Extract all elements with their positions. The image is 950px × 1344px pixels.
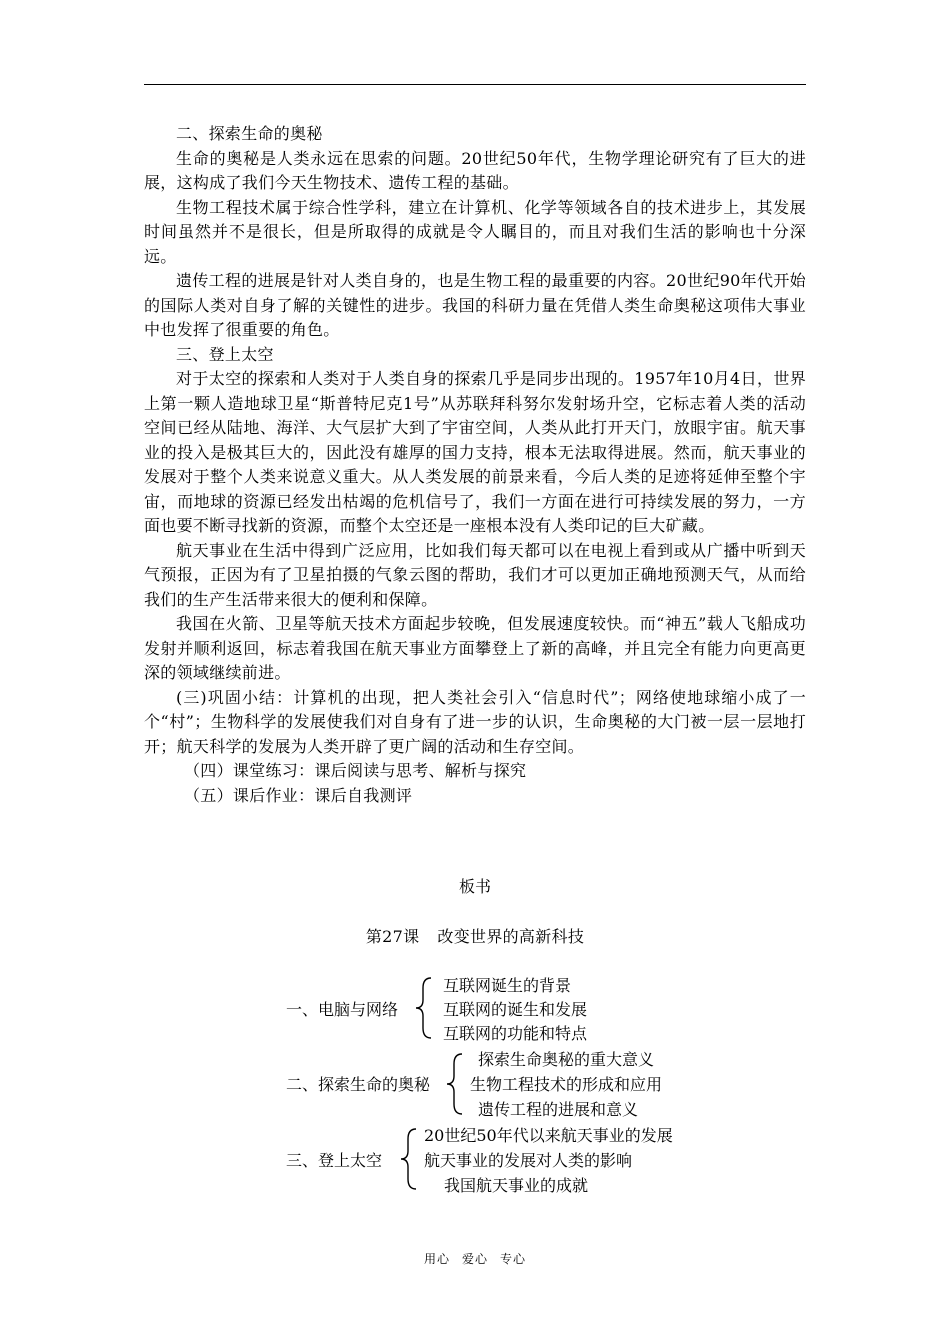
paragraph: 航天事业在生活中得到广泛应用，比如我们每天都可以在电视上看到或从广播中听到天气预报，正因为有了卫星拍摄的气象云图的帮助，我们才可以更加正确地预测天气，从而给我们的生产生活带来很大的便利和保障。: [144, 540, 806, 609]
paragraph: 生物工程技术属于综合性学科，建立在计算机、化学等领域各自的技术进步上，其发展时间虽然并不是很长，但是所取得的成就是令人瞩目的，而且对我们生活的影响也十分深远。: [144, 197, 806, 266]
outline-item: 互联网的功能和特点: [443, 1024, 588, 1043]
outline-item: 互联网的诞生和发展: [443, 1000, 588, 1019]
homework-line: （五）课后作业：课后自我测评: [184, 785, 413, 805]
footer-word: 爱心: [461, 1252, 488, 1266]
paragraph: 对于太空的探索和人类对于人类自身的探索几乎是同步出现的。1957年10月4日，世界上第一颗人造地球卫星“斯普特尼克1号”从苏联拜科努尔发射场升空，它标志着人类的活动空间已经从陆地、海洋、大气层扩大到了宇宙空间，人类从此打开天门，放眼宇宙。航天事业的投入是极其巨大的，因此没有雄厚的国力支持，根本无法取得进展。然而，航天事业的发展对于整个人类来说意义重大。从人类发展的前景来看，今后人类的足迹将延伸至整个宇宙，而地球的资源已经发出枯竭的危机信号了，我们一方面在进行可持续发展的努力，一方面也要不断寻找新的资源，而整个太空还是一座根本没有人类印记的巨大矿藏。: [144, 369, 806, 535]
outline-item: 我国航天事业的成就: [444, 1176, 589, 1195]
outline-item: 互联网诞生的背景: [443, 976, 572, 995]
exercise-line: （四）课堂练习：课后阅读与思考、解析与探究: [184, 761, 527, 780]
lesson-number: 第27课: [365, 927, 420, 946]
outline-label: 一、电脑与网络: [286, 1000, 399, 1019]
body-text: [144, 122, 806, 808]
outline-item: 生物工程技术的形成和应用: [470, 1075, 663, 1094]
footer-word: 用心: [423, 1252, 450, 1266]
paragraph: 生命的奥秘是人类永远在思索的问题。20世纪50年代，生物学理论研究有了巨大的进展，这构成了我们今天生物技术、遗传工程的基础。: [144, 148, 806, 192]
outline-item: 遗传工程的进展和意义: [478, 1100, 639, 1119]
header-rule: [144, 84, 806, 85]
paragraph: 遗传工程的进展是针对人类自身的，也是生物工程的最重要的内容。20世纪90年代开始的国际人类对自身了解的关键性的进步。我国的科研力量在凭借人类生命奥秘这项伟大事业中也发挥了很重要的角色。: [144, 271, 806, 339]
board-title: 板书: [458, 877, 491, 896]
paragraph: 我国在火箭、卫星等航天技术方面起步较晚，但发展速度较快。而“神五”载人飞船成功发射并顺利返回，标志着我国在航天事业方面攀登上了新的高峰，并且完全有能力向更高更深的领域继续前进。: [144, 614, 806, 682]
curly-brace-icon: [444, 1052, 466, 1116]
lesson-title: [144, 924, 806, 947]
lesson-name: 改变世界的高新科技: [437, 927, 585, 946]
footer-word: 专心: [500, 1252, 527, 1266]
section-heading: 三、登上太空: [176, 344, 274, 364]
summary-paragraph: (三)巩固小结：计算机的出现，把人类社会引入“信息时代”；网络使地球缩小成了一个“村”；生物科学的发展使我们对自身有了进一步的认识，生命奥秘的大门被一层一层地打开；航天科学的发展为人类开辟了更广阔的活动和生存空间。: [144, 687, 806, 756]
outline-label: 二、探索生命的奥秘: [286, 1075, 431, 1094]
curly-brace-icon: [398, 1127, 420, 1191]
outline-item: 20世纪50年代以来航天事业的发展: [424, 1126, 673, 1145]
section-heading: 二、探索生命的奥秘: [176, 124, 323, 143]
outline-item: 探索生命奥秘的重大意义: [478, 1050, 655, 1069]
outline-label: 三、登上太空: [286, 1151, 383, 1170]
curly-brace-icon: [413, 976, 435, 1040]
page-footer: [144, 1250, 806, 1267]
outline-item: 航天事业的发展对人类的影响: [424, 1151, 633, 1170]
